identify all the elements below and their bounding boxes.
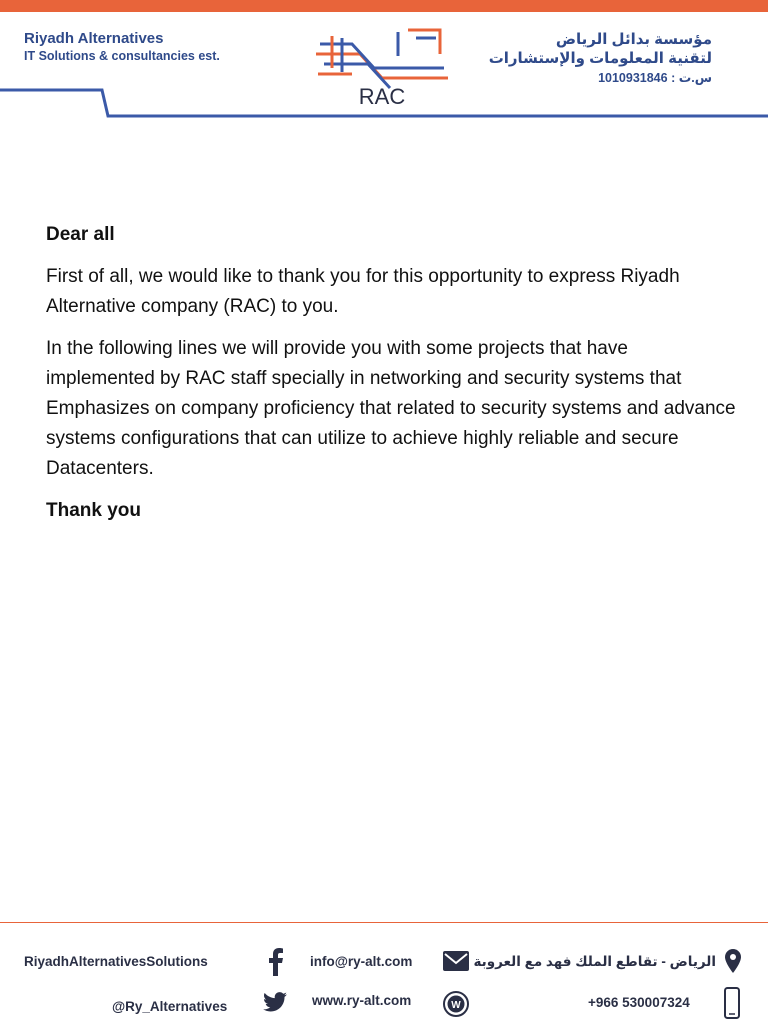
- envelope-icon: [443, 951, 469, 971]
- website-url[interactable]: www.ry-alt.com: [312, 993, 412, 1008]
- address-arabic: الرياض - تقاطع الملك فهد مع العروبة: [473, 954, 716, 969]
- letter-greeting: Dear all: [46, 224, 115, 245]
- registration-number: س.ت : 1010931846: [598, 71, 712, 85]
- footer-divider: [0, 922, 768, 923]
- company-name-english: [24, 30, 220, 63]
- rac-logo: [312, 28, 452, 108]
- email-address[interactable]: info@ry-alt.com: [310, 954, 413, 969]
- company-name-arabic: [489, 30, 712, 85]
- letter-body: [46, 220, 736, 538]
- logo-text: RAC: [358, 84, 406, 108]
- company-name-ar: مؤسسة بدائل الرياض: [555, 31, 712, 48]
- website-icon-letter: W: [451, 1000, 461, 1011]
- twitter-icon: [263, 992, 287, 1012]
- letter-paragraph-2: In the following lines we will provide you with some projects that have implemented by RAC staff specially in networking and security systems that Emphasizes on company proficiency that related to security systems and advance systems configurations that can utilize to achieve highly reliable and secure Datacenters.: [46, 338, 736, 479]
- mobile-phone-icon: [724, 987, 740, 1019]
- phone-number[interactable]: +966 530007324: [588, 995, 690, 1010]
- company-tagline-ar: لتقنية المعلومات والإستشارات: [488, 50, 712, 67]
- location-pin-icon: [725, 949, 741, 973]
- facebook-handle[interactable]: RiyadhAlternativesSolutions: [24, 954, 208, 969]
- logo-graphic: [312, 28, 452, 108]
- facebook-icon: [268, 948, 284, 976]
- company-name: Riyadh Alternatives: [24, 30, 164, 47]
- company-tagline: IT Solutions & consultancies est.: [24, 49, 220, 63]
- website-icon: [443, 989, 469, 1019]
- letter-paragraph-1: First of all, we would like to thank you for this opportunity to express Riyadh Alternative company (RAC) to you.: [46, 266, 680, 317]
- letter-closing: Thank you: [46, 500, 142, 521]
- twitter-handle[interactable]: @Ry_Alternatives: [112, 999, 228, 1014]
